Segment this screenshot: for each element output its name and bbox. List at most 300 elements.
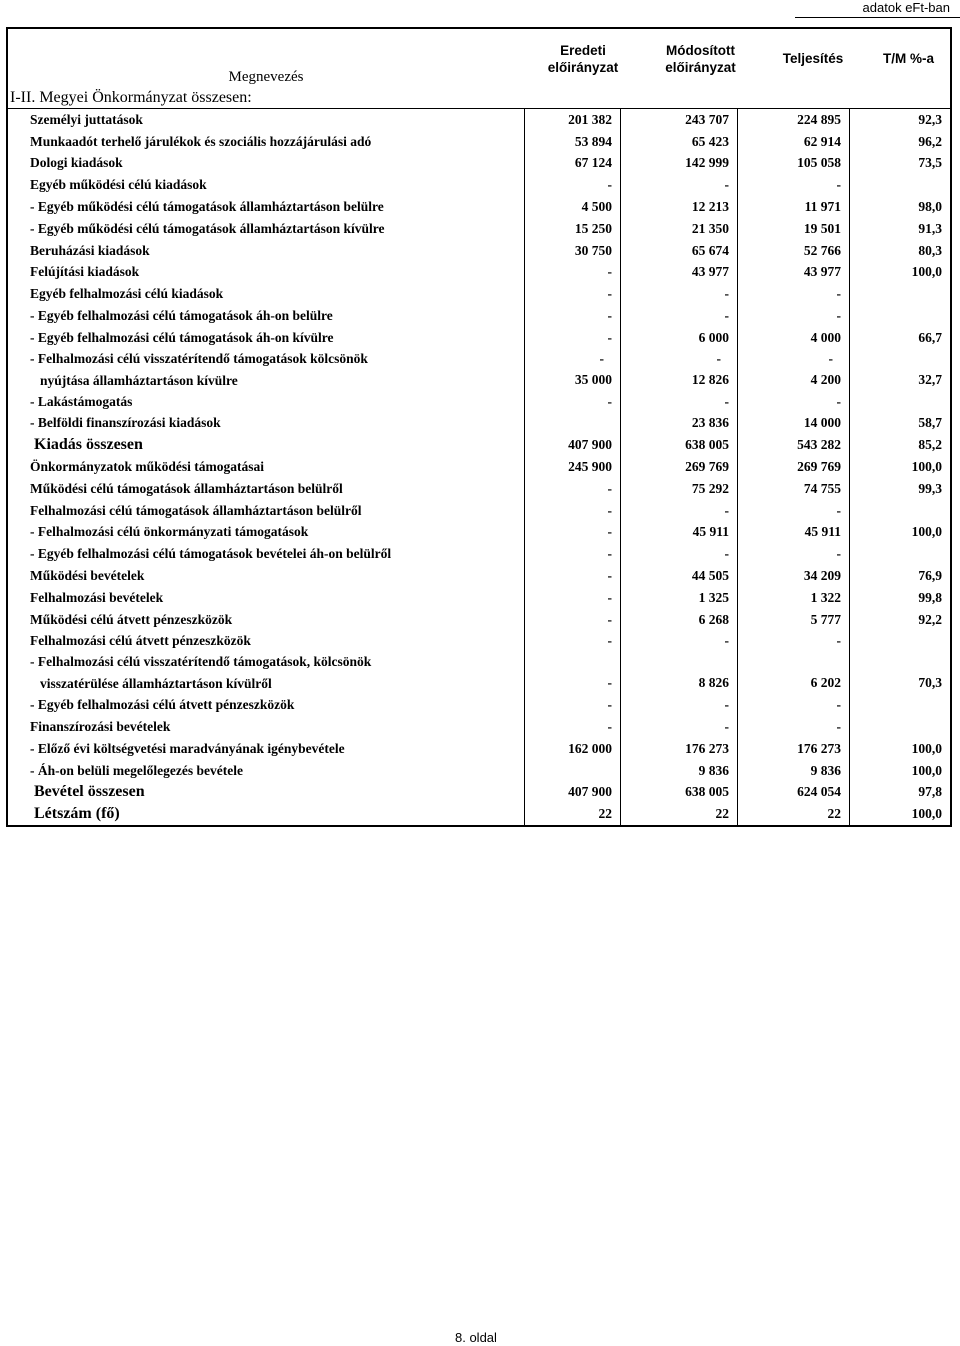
value-modositott-text: 638 005 xyxy=(685,784,729,800)
value-teljesites-text: 74 755 xyxy=(803,480,841,496)
value-teljesites-text: 176 273 xyxy=(797,740,841,756)
value-tm-percent-text: 85,2 xyxy=(918,437,942,453)
value-tm-percent-text: 99,8 xyxy=(918,589,942,605)
value-teljesites xyxy=(738,543,850,565)
value-tm-percent xyxy=(850,500,950,522)
row-label xyxy=(8,240,525,262)
value-eredeti-text: - xyxy=(607,308,612,324)
value-eredeti xyxy=(525,782,621,804)
table-row xyxy=(8,500,950,522)
row-label xyxy=(8,283,525,305)
row-label xyxy=(8,262,525,284)
value-eredeti xyxy=(525,434,621,456)
header-tm-percent: T/M %-a xyxy=(882,51,934,66)
page-number: 8. oldal xyxy=(455,1330,497,1345)
table-row xyxy=(8,716,950,738)
value-eredeti xyxy=(525,522,621,544)
value-modositott-text: - xyxy=(724,546,729,562)
value-teljesites xyxy=(738,283,850,305)
value-modositott xyxy=(621,283,738,305)
row-label xyxy=(8,305,525,327)
row-label xyxy=(8,587,525,609)
value-tm-percent xyxy=(850,434,950,456)
value-modositott-text: 43 977 xyxy=(691,264,729,280)
row-label xyxy=(8,500,525,522)
value-modositott xyxy=(621,434,738,456)
value-eredeti-text: 407 900 xyxy=(568,784,612,800)
value-modositott-text: 176 273 xyxy=(685,740,729,756)
value-teljesites-text: - xyxy=(836,633,841,649)
row-label-text: Beruházási kiadások xyxy=(30,242,150,258)
value-teljesites-text: 6 202 xyxy=(810,675,841,691)
value-teljesites xyxy=(738,782,850,804)
row-label-text: - Egyéb felhalmozási célú támogatások áh-on belülre xyxy=(30,308,333,324)
value-eredeti xyxy=(525,305,621,327)
value-modositott-text: - xyxy=(724,719,729,735)
dash-mark: - xyxy=(599,350,604,366)
value-eredeti-text: 35 000 xyxy=(574,371,612,387)
value-modositott-text: 1 325 xyxy=(698,589,729,605)
value-modositott-text: 8 826 xyxy=(698,675,729,691)
row-label xyxy=(8,218,525,240)
table-row xyxy=(8,413,950,435)
value-eredeti-text: 53 894 xyxy=(574,133,612,149)
value-tm-percent-text: 99,3 xyxy=(918,480,942,496)
value-eredeti-text: - xyxy=(607,286,612,302)
dash-mark: - xyxy=(716,350,721,366)
value-teljesites xyxy=(738,652,850,694)
value-tm-percent-text: 58,7 xyxy=(918,415,942,431)
value-eredeti-text: 162 000 xyxy=(568,740,612,756)
value-teljesites-text: 269 769 xyxy=(797,459,841,475)
value-tm-percent xyxy=(850,174,950,196)
value-tm-percent-text: 91,3 xyxy=(918,220,942,236)
value-modositott-text: 75 292 xyxy=(691,480,729,496)
table-row xyxy=(8,543,950,565)
value-teljesites xyxy=(738,131,850,153)
value-eredeti-text: - xyxy=(607,264,612,280)
value-eredeti xyxy=(525,738,621,760)
value-teljesites-text: 4 000 xyxy=(810,329,841,345)
value-eredeti xyxy=(525,587,621,609)
value-eredeti xyxy=(525,391,621,413)
value-teljesites-text: 43 977 xyxy=(803,264,841,280)
value-modositott xyxy=(621,803,738,825)
table-header xyxy=(8,29,950,88)
row-label xyxy=(8,565,525,587)
row-label xyxy=(8,349,525,391)
value-modositott-text: 22 xyxy=(715,806,729,822)
table-row xyxy=(8,631,950,653)
row-label-text: Finanszírozási bevételek xyxy=(30,719,171,735)
value-eredeti-text: 201 382 xyxy=(568,111,612,127)
value-tm-percent xyxy=(850,565,950,587)
row-label-text: Dologi kiadások xyxy=(30,155,123,171)
value-teljesites-text: 34 209 xyxy=(803,568,841,584)
value-eredeti xyxy=(525,803,621,825)
row-label-line1: - Felhalmozási célú visszatérítendő támogatások kölcsönök xyxy=(30,350,368,366)
value-teljesites xyxy=(738,500,850,522)
table-row xyxy=(8,349,950,391)
row-label-text: Felhalmozási bevételek xyxy=(30,589,164,605)
row-label-text: Felújítási kiadások xyxy=(30,264,140,280)
value-modositott xyxy=(621,694,738,716)
value-tm-percent xyxy=(850,153,950,175)
value-teljesites-text: 62 914 xyxy=(803,133,841,149)
value-tm-percent xyxy=(850,694,950,716)
table-row xyxy=(8,652,950,694)
value-modositott-text: 45 911 xyxy=(692,524,729,540)
value-teljesites xyxy=(738,196,850,218)
value-eredeti xyxy=(525,500,621,522)
row-label-text: - Egyéb működési célú támogatások államháztartáson kívülre xyxy=(30,220,385,236)
value-modositott xyxy=(621,131,738,153)
value-teljesites xyxy=(738,327,850,349)
value-teljesites-text: 105 058 xyxy=(797,155,841,171)
row-label xyxy=(8,109,525,131)
value-modositott-text: 638 005 xyxy=(685,437,729,453)
value-modositott-text: 21 350 xyxy=(691,220,729,236)
value-modositott xyxy=(621,565,738,587)
row-label-text: - Előző évi költségvetési maradványának igénybevétele xyxy=(30,740,345,756)
value-tm-percent xyxy=(850,522,950,544)
row-label-line1: - Felhalmozási célú visszatérítendő támogatások, kölcsönök xyxy=(30,654,372,670)
value-modositott-text: - xyxy=(724,697,729,713)
row-label xyxy=(8,522,525,544)
value-modositott xyxy=(621,500,738,522)
row-label xyxy=(8,716,525,738)
row-label-text: Működési bevételek xyxy=(30,568,145,584)
value-teljesites xyxy=(738,738,850,760)
table-row xyxy=(8,153,950,175)
value-teljesites xyxy=(738,760,850,782)
value-eredeti xyxy=(525,240,621,262)
value-eredeti-text: - xyxy=(607,502,612,518)
value-eredeti xyxy=(525,652,621,694)
value-tm-percent xyxy=(850,391,950,413)
value-modositott xyxy=(621,262,738,284)
value-eredeti xyxy=(525,631,621,653)
value-tm-percent xyxy=(850,327,950,349)
value-eredeti-text: - xyxy=(607,329,612,345)
value-tm-percent xyxy=(850,760,950,782)
table-row xyxy=(8,694,950,716)
row-label xyxy=(8,153,525,175)
value-tm-percent-text: 76,9 xyxy=(918,568,942,584)
value-modositott xyxy=(621,327,738,349)
value-modositott-text: 65 674 xyxy=(691,242,729,258)
value-modositott xyxy=(621,196,738,218)
table-row xyxy=(8,522,950,544)
value-modositott xyxy=(621,782,738,804)
bevetel-total-row xyxy=(8,782,950,804)
value-eredeti xyxy=(525,153,621,175)
value-eredeti xyxy=(525,196,621,218)
row-label xyxy=(8,413,525,435)
value-eredeti xyxy=(525,716,621,738)
value-teljesites-text: 4 200 xyxy=(810,371,841,387)
value-tm-percent-text: 98,0 xyxy=(918,199,942,215)
value-modositott xyxy=(621,305,738,327)
row-label xyxy=(8,196,525,218)
row-label xyxy=(8,609,525,631)
row-label xyxy=(8,760,525,782)
value-tm-percent xyxy=(850,782,950,804)
table-row xyxy=(8,327,950,349)
value-modositott-text: - xyxy=(724,308,729,324)
value-modositott xyxy=(621,522,738,544)
value-eredeti xyxy=(525,327,621,349)
value-modositott-text: 12 826 xyxy=(691,371,729,387)
table-row xyxy=(8,131,950,153)
value-eredeti-text: 407 900 xyxy=(568,437,612,453)
section-title: I-II. Megyei Önkormányzat összesen: xyxy=(8,88,950,109)
row-label xyxy=(8,327,525,349)
table-row xyxy=(8,609,950,631)
row-label xyxy=(8,391,525,413)
value-teljesites xyxy=(738,109,850,131)
row-label xyxy=(8,456,525,478)
table-row xyxy=(8,283,950,305)
value-eredeti xyxy=(525,609,621,631)
row-label xyxy=(8,478,525,500)
row-label-text: Személyi juttatások xyxy=(30,111,143,127)
value-teljesites xyxy=(738,218,850,240)
value-teljesites-text: 224 895 xyxy=(797,111,841,127)
value-tm-percent xyxy=(850,413,950,435)
row-label-text: Önkormányzatok működési támogatásai xyxy=(30,459,265,475)
table-row xyxy=(8,738,950,760)
value-teljesites-text: 14 000 xyxy=(803,415,841,431)
row-label-text: Létszám (fő) xyxy=(34,805,120,823)
value-teljesites xyxy=(738,240,850,262)
value-modositott xyxy=(621,760,738,782)
value-teljesites xyxy=(738,349,850,391)
value-tm-percent xyxy=(850,609,950,631)
value-teljesites xyxy=(738,456,850,478)
table-row xyxy=(8,391,950,413)
value-teljesites xyxy=(738,434,850,456)
row-label-line2: nyújtása államháztartáson kívülre xyxy=(40,372,238,388)
value-tm-percent-text: 100,0 xyxy=(911,740,942,756)
table-row xyxy=(8,262,950,284)
value-teljesites-text: - xyxy=(836,393,841,409)
value-eredeti xyxy=(525,109,621,131)
value-tm-percent xyxy=(850,262,950,284)
value-tm-percent xyxy=(850,478,950,500)
value-tm-percent-text: 100,0 xyxy=(911,806,942,822)
value-modositott-text: - xyxy=(724,633,729,649)
value-eredeti xyxy=(525,174,621,196)
value-tm-percent xyxy=(850,587,950,609)
row-label-text: Munkaadót terhelő járulékok és szociális hozzájárulási adó xyxy=(30,133,372,149)
row-label xyxy=(8,652,525,694)
value-modositott xyxy=(621,543,738,565)
value-modositott xyxy=(621,738,738,760)
value-modositott-text: 12 213 xyxy=(691,199,729,215)
value-eredeti-text: - xyxy=(607,675,612,691)
letszam-row xyxy=(8,803,950,825)
value-teljesites-text: - xyxy=(836,502,841,518)
row-label xyxy=(8,543,525,565)
value-tm-percent xyxy=(850,240,950,262)
row-label-text: Működési célú átvett pénzeszközök xyxy=(30,611,233,627)
value-modositott xyxy=(621,456,738,478)
value-tm-percent-text: 97,8 xyxy=(918,784,942,800)
table-row xyxy=(8,760,950,782)
value-modositott-text: - xyxy=(724,502,729,518)
row-label xyxy=(8,631,525,653)
value-tm-percent xyxy=(850,109,950,131)
value-teljesites xyxy=(738,631,850,653)
value-modositott xyxy=(621,218,738,240)
value-tm-percent xyxy=(850,131,950,153)
table-row xyxy=(8,305,950,327)
table-row xyxy=(8,196,950,218)
value-teljesites-text: - xyxy=(836,546,841,562)
value-tm-percent xyxy=(850,218,950,240)
value-modositott-text: 44 505 xyxy=(691,568,729,584)
value-tm-percent-text: 80,3 xyxy=(918,242,942,258)
units-note: adatok eFt-ban xyxy=(862,0,950,15)
value-modositott xyxy=(621,631,738,653)
value-eredeti-text: - xyxy=(607,719,612,735)
row-label-text: - Egyéb felhalmozási célú támogatások bevételei áh-on belülről xyxy=(30,546,392,562)
value-modositott xyxy=(621,349,738,391)
value-tm-percent xyxy=(850,196,950,218)
value-eredeti-text: - xyxy=(607,524,612,540)
row-label-line2: visszatérülése államháztartáson kívülről xyxy=(40,676,272,692)
row-label xyxy=(8,782,525,804)
value-teljesites-text: - xyxy=(836,719,841,735)
value-modositott xyxy=(621,478,738,500)
table-body xyxy=(8,109,950,825)
value-teljesites-text: - xyxy=(836,308,841,324)
table-row xyxy=(8,565,950,587)
value-teljesites-text: 9 836 xyxy=(810,762,841,778)
row-label-text: Bevétel összesen xyxy=(34,783,145,801)
value-teljesites xyxy=(738,694,850,716)
value-teljesites-text: 52 766 xyxy=(803,242,841,258)
value-teljesites-text: 1 322 xyxy=(810,589,841,605)
row-label xyxy=(8,803,525,825)
value-eredeti-text: 15 250 xyxy=(574,220,612,236)
value-tm-percent xyxy=(850,803,950,825)
value-modositott-text: 9 836 xyxy=(698,762,729,778)
kiadas-total-row xyxy=(8,434,950,456)
value-modositott xyxy=(621,240,738,262)
value-eredeti-text: 4 500 xyxy=(581,199,612,215)
header-eredeti: Eredeti előirányzat xyxy=(547,42,619,75)
value-eredeti-text: - xyxy=(607,611,612,627)
value-teljesites xyxy=(738,478,850,500)
value-tm-percent xyxy=(850,543,950,565)
value-tm-percent-text: 92,2 xyxy=(918,611,942,627)
table-row xyxy=(8,240,950,262)
row-label-text: - Áh-on belüli megelőlegezés bevétele xyxy=(30,762,243,778)
table-row xyxy=(8,218,950,240)
value-modositott-text: 142 999 xyxy=(685,155,729,171)
value-eredeti-text: - xyxy=(607,393,612,409)
value-tm-percent xyxy=(850,283,950,305)
value-eredeti xyxy=(525,456,621,478)
value-tm-percent xyxy=(850,652,950,694)
units-underline xyxy=(795,17,960,18)
value-eredeti xyxy=(525,131,621,153)
value-modositott xyxy=(621,609,738,631)
value-teljesites-text: 19 501 xyxy=(803,220,841,236)
value-teljesites xyxy=(738,522,850,544)
value-teljesites-text: - xyxy=(836,697,841,713)
row-label-text: - Felhalmozási célú önkormányzati támogatások xyxy=(30,524,309,540)
value-modositott-text: 65 423 xyxy=(691,133,729,149)
row-label-text: - Belföldi finanszírozási kiadások xyxy=(30,415,221,431)
value-eredeti xyxy=(525,760,621,782)
value-tm-percent xyxy=(850,349,950,391)
row-label-text: - Egyéb felhalmozási célú támogatások áh-on kívülre xyxy=(30,329,334,345)
value-eredeti-text: 30 750 xyxy=(574,242,612,258)
header-modositott: Módosított előirányzat xyxy=(665,42,736,75)
value-tm-percent-text: 66,7 xyxy=(918,329,942,345)
value-teljesites xyxy=(738,262,850,284)
value-tm-percent xyxy=(850,456,950,478)
value-modositott-text: - xyxy=(724,393,729,409)
value-teljesites xyxy=(738,803,850,825)
value-modositott xyxy=(621,174,738,196)
value-eredeti-text: 22 xyxy=(598,806,612,822)
value-teljesites xyxy=(738,716,850,738)
value-eredeti-text: 245 900 xyxy=(568,459,612,475)
value-teljesites xyxy=(738,305,850,327)
value-eredeti xyxy=(525,478,621,500)
budget-table xyxy=(6,27,952,827)
value-teljesites xyxy=(738,174,850,196)
value-modositott-text: - xyxy=(724,286,729,302)
row-label-text: - Egyéb működési célú támogatások államháztartáson belülre xyxy=(30,199,384,215)
value-eredeti xyxy=(525,694,621,716)
row-label xyxy=(8,738,525,760)
value-eredeti-text: - xyxy=(607,177,612,193)
value-teljesites-text: 543 282 xyxy=(797,437,841,453)
value-teljesites-text: 624 054 xyxy=(797,784,841,800)
value-modositott-text: 269 769 xyxy=(685,459,729,475)
value-modositott xyxy=(621,153,738,175)
table-row xyxy=(8,456,950,478)
value-eredeti xyxy=(525,262,621,284)
value-eredeti-text: - xyxy=(607,697,612,713)
value-modositott-text: 23 836 xyxy=(691,415,729,431)
row-label-text: Kiadás összesen xyxy=(34,436,143,454)
row-label-text: Egyéb felhalmozási célú kiadások xyxy=(30,286,224,302)
value-modositott-text: 6 000 xyxy=(698,329,729,345)
value-modositott xyxy=(621,716,738,738)
value-teljesites xyxy=(738,565,850,587)
value-teljesites-text: 45 911 xyxy=(804,524,841,540)
row-label-text: Egyéb működési célú kiadások xyxy=(30,177,207,193)
row-label xyxy=(8,131,525,153)
row-label xyxy=(8,434,525,456)
value-tm-percent-text: 100,0 xyxy=(911,264,942,280)
value-modositott-text: - xyxy=(724,177,729,193)
value-tm-percent-text: 70,3 xyxy=(918,675,942,691)
value-teljesites xyxy=(738,153,850,175)
table-row xyxy=(8,587,950,609)
value-eredeti-text: - xyxy=(607,546,612,562)
value-eredeti xyxy=(525,283,621,305)
value-eredeti xyxy=(525,565,621,587)
value-tm-percent xyxy=(850,716,950,738)
value-tm-percent xyxy=(850,631,950,653)
